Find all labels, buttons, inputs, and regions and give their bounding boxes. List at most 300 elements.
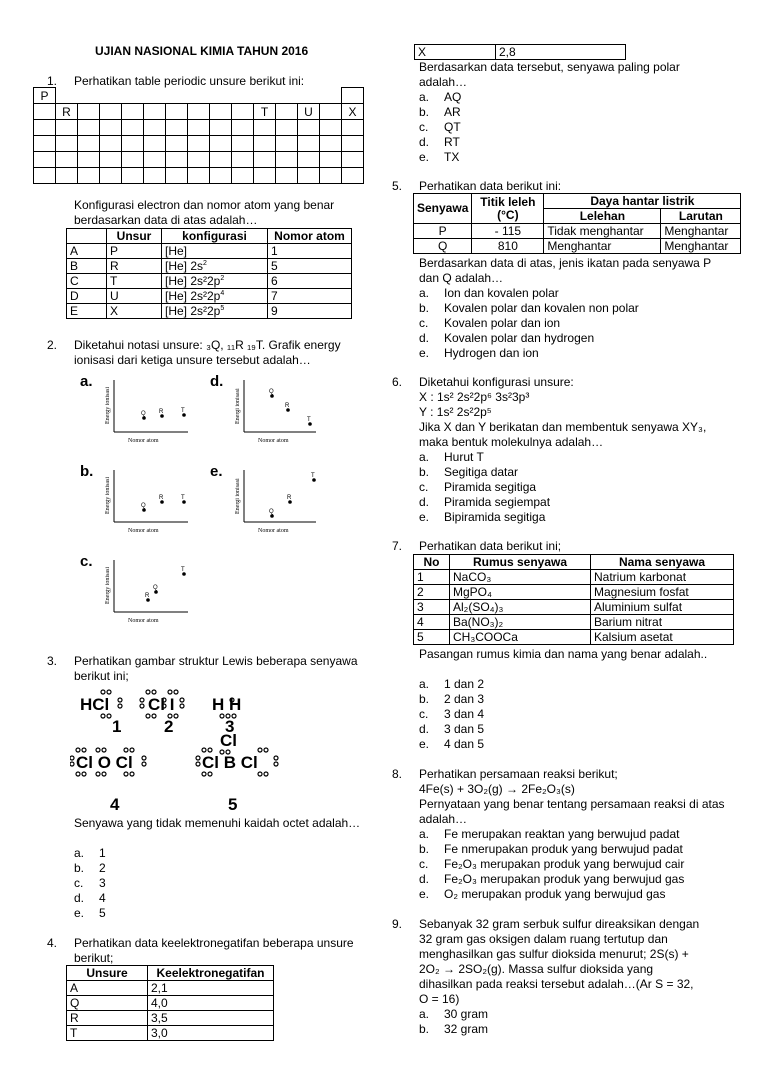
periodic-row xyxy=(34,168,364,184)
option-letter: e. xyxy=(419,510,430,524)
option-text: 5 xyxy=(99,906,106,920)
periodic-cell-p: P xyxy=(34,88,56,104)
electron-dot xyxy=(174,690,178,694)
superscript: 2 xyxy=(203,260,207,267)
periodic-cell xyxy=(122,88,144,104)
lewis-4: Cl O Cl xyxy=(76,753,133,772)
option[interactable] xyxy=(419,286,639,301)
periodic-cell xyxy=(320,104,342,120)
option[interactable] xyxy=(419,1007,488,1022)
question-text: Pasangan rumus kimia dan nama yang benar adalah.. xyxy=(419,647,708,661)
table-cell: Menghantar xyxy=(544,239,661,254)
y-axis-label: Energy ionisasi xyxy=(105,386,111,424)
table-cell xyxy=(162,304,268,319)
table-cell: Q xyxy=(67,996,148,1011)
table-cell: R xyxy=(67,1011,148,1026)
question-text: Senyawa yang tidak memenuhi kaidah octet adalah… xyxy=(74,816,361,830)
periodic-cell xyxy=(210,88,232,104)
option-letter: d. xyxy=(419,331,430,345)
point-label-r: R xyxy=(285,403,290,409)
table-cell: U xyxy=(107,289,162,304)
periodic-cell xyxy=(144,152,166,168)
question-text: Berdasarkan data tersebut, senyawa paling polar adalah… xyxy=(419,60,680,89)
periodic-cell xyxy=(34,104,56,120)
periodic-cell xyxy=(144,168,166,184)
periodic-cell xyxy=(188,120,210,136)
option[interactable] xyxy=(74,891,106,906)
electron-dot xyxy=(180,698,184,702)
option-letter: b. xyxy=(419,465,430,479)
table-cell: 7 xyxy=(268,289,352,304)
periodic-cell xyxy=(320,168,342,184)
option-text: 3 dan 5 xyxy=(444,722,485,736)
table-row xyxy=(67,996,274,1011)
periodic-cell xyxy=(276,88,298,104)
question-text: Berdasarkan data di atas, jenis ikatan pada senyawa P dan Q adalah… xyxy=(419,256,711,285)
periodic-cell xyxy=(298,136,320,152)
periodic-cell xyxy=(78,88,100,104)
electron-dot xyxy=(220,714,224,718)
electron-dot xyxy=(232,714,236,718)
periodic-row xyxy=(34,120,364,136)
periodic-cell xyxy=(100,152,122,168)
table-header: Rumus senyawa xyxy=(450,555,591,570)
question-text: Jika X dan Y berikatan dan membentuk senyawa XY₃, maka bentuk molekulnya adalah… xyxy=(419,420,707,449)
option-letter: c. xyxy=(74,876,84,890)
option-letter: b. xyxy=(74,861,85,875)
electron-dot xyxy=(226,750,230,754)
table-cell: T xyxy=(107,274,162,289)
table-cell: Tidak menghantar xyxy=(544,224,661,239)
table-header: konfigurasi xyxy=(162,229,268,244)
periodic-cell xyxy=(166,88,188,104)
config-text: [He] 2s²2p xyxy=(165,304,221,318)
periodic-cell xyxy=(298,168,320,184)
option[interactable] xyxy=(419,301,639,316)
periodic-cell xyxy=(188,136,210,152)
lewis-number: 5 xyxy=(228,795,238,814)
question-text: Pernyataan yang benar tentang persamaan reaksi di atas adalah… xyxy=(419,797,725,826)
electron-dot xyxy=(180,704,184,708)
table-cell: Natrium karbonat xyxy=(591,570,734,585)
option[interactable] xyxy=(419,707,484,722)
option-letter: b. xyxy=(419,301,430,315)
option-letter: b. xyxy=(419,842,430,856)
graphs-area xyxy=(76,372,316,642)
electron-dot xyxy=(96,748,100,752)
periodic-cell xyxy=(166,168,188,184)
periodic-cell xyxy=(78,168,100,184)
table-row xyxy=(414,570,734,585)
option-text: AQ xyxy=(444,90,462,104)
config-text: [He] xyxy=(165,244,188,258)
electron-dot xyxy=(274,756,278,760)
electron-dot xyxy=(274,762,278,766)
option-letter: d. xyxy=(74,891,85,905)
option-text: 1 dan 2 xyxy=(444,677,485,691)
periodic-cell xyxy=(34,152,56,168)
periodic-cell xyxy=(78,120,100,136)
option-letter: e. xyxy=(419,150,430,164)
question-number: 8. xyxy=(392,767,403,781)
lewis-number: 3 xyxy=(225,717,235,736)
electron-dot xyxy=(152,714,156,718)
y-axis-label: Energi ionisasi xyxy=(235,478,241,514)
lewis-diagram xyxy=(70,686,290,816)
point-label-t: T xyxy=(181,567,185,573)
periodic-cell xyxy=(56,136,78,152)
conductivity-table xyxy=(413,193,741,254)
table-cell: Ba(NO₃)₂ xyxy=(450,615,591,630)
table-cell: A xyxy=(67,981,148,996)
option-text: 2 dan 3 xyxy=(444,692,485,706)
table-header: Nama senyawa xyxy=(591,555,734,570)
option[interactable] xyxy=(419,135,461,150)
option[interactable] xyxy=(419,105,461,120)
table-row xyxy=(67,244,352,259)
table-cell: 5 xyxy=(268,259,352,274)
electron-dot xyxy=(168,714,172,718)
periodic-cell xyxy=(254,120,276,136)
periodic-cell xyxy=(122,136,144,152)
periodic-cell xyxy=(188,168,210,184)
table-cell: 9 xyxy=(268,304,352,319)
option-text: Segitiga datar xyxy=(444,465,519,479)
table-cell: Menghantar xyxy=(661,239,741,254)
point-label-t: T xyxy=(181,408,185,414)
table-header xyxy=(67,229,107,244)
periodic-table xyxy=(33,87,364,184)
electron-dot xyxy=(76,748,80,752)
option-text: Kovalen polar dan ion xyxy=(444,316,561,330)
table-cell: B xyxy=(67,259,107,274)
point-label-t: T xyxy=(181,495,185,501)
periodic-cell xyxy=(276,168,298,184)
option[interactable] xyxy=(419,857,684,872)
electron-dot xyxy=(107,714,111,718)
option-letter: b. xyxy=(419,105,430,119)
option-letter: d. xyxy=(419,872,430,886)
periodic-cell xyxy=(232,168,254,184)
electronegativity-table-cont xyxy=(414,44,626,60)
option[interactable] xyxy=(419,872,684,887)
option-text: Fe nmerupakan produk yang berwujud padat xyxy=(444,842,683,856)
graph-label: a. xyxy=(80,373,93,390)
option[interactable] xyxy=(419,887,684,902)
lewis-5: Cl B Cl xyxy=(202,753,258,772)
option-letter: a. xyxy=(419,286,430,300)
periodic-cell xyxy=(78,136,100,152)
compound-table xyxy=(413,554,734,645)
option-text: 30 gram xyxy=(444,1007,489,1021)
electron-dot xyxy=(264,748,268,752)
electron-dot xyxy=(196,756,200,760)
periodic-cell xyxy=(144,120,166,136)
table-cell: Barium nitrat xyxy=(591,615,734,630)
periodic-cell xyxy=(298,88,320,104)
graph-label: d. xyxy=(210,373,224,390)
table-header: Titik leleh (°C) xyxy=(472,194,544,224)
electron-dot xyxy=(130,748,134,752)
question-number: 9. xyxy=(392,917,403,931)
option-text: RT xyxy=(444,135,460,149)
graph-label: e. xyxy=(210,463,223,480)
x-axis-label: Nomor atom xyxy=(258,528,289,534)
table-header: Senyawa xyxy=(414,194,472,224)
periodic-cell xyxy=(298,152,320,168)
table-cell: MgPO₄ xyxy=(450,585,591,600)
periodic-cell xyxy=(166,136,188,152)
x-axis-label: Nomor atom xyxy=(128,438,159,444)
table-cell: 3 xyxy=(414,600,450,615)
option-text: Fe₂O₃ merupakan produk yang berwujud cair xyxy=(444,857,685,871)
periodic-cell xyxy=(122,104,144,120)
periodic-cell xyxy=(342,152,364,168)
option-text: TX xyxy=(444,150,460,164)
point-label-r: R xyxy=(145,593,150,599)
table-cell: 6 xyxy=(268,274,352,289)
periodic-cell xyxy=(56,120,78,136)
options-list xyxy=(419,450,550,525)
point-label-r: R xyxy=(159,409,164,415)
question-number: 2. xyxy=(47,338,58,352)
question-number: 4. xyxy=(47,936,58,950)
table-cell: X xyxy=(415,45,496,60)
graph-label: c. xyxy=(80,553,93,570)
text-line: dihasilkan pada reaksi tersebut adalah…(Ar S = 32, xyxy=(419,977,694,991)
electron-dot xyxy=(202,748,206,752)
periodic-cell xyxy=(100,136,122,152)
option[interactable] xyxy=(419,120,461,135)
periodic-cell xyxy=(320,152,342,168)
option[interactable] xyxy=(419,722,484,737)
table-header: Keelektronegatifan xyxy=(148,966,274,981)
option[interactable] xyxy=(419,1022,488,1037)
table-cell: 3,5 xyxy=(148,1011,274,1026)
electron-dot xyxy=(146,690,150,694)
question-text: Diketahui notasi unsure: ₃Q, ₁₁R ₁₉T. Grafik energy ionisasi dari ketiga unsure tersebut adalah… xyxy=(74,338,341,367)
periodic-cell xyxy=(166,104,188,120)
point-label-q: Q xyxy=(153,585,158,591)
periodic-cell-t: T xyxy=(254,104,276,120)
periodic-cell xyxy=(254,152,276,168)
electron-dot xyxy=(118,698,122,702)
table-cell: 1 xyxy=(268,244,352,259)
table-cell: CH₃COOCa xyxy=(450,630,591,645)
periodic-cell xyxy=(276,120,298,136)
table-cell: E xyxy=(67,304,107,319)
config-y: Y : 1s² 2s²2p⁵ xyxy=(419,405,492,419)
periodic-cell-x: X xyxy=(342,104,364,120)
table-header: Lelehan xyxy=(544,209,661,224)
superscript: 5 xyxy=(220,305,225,312)
electron-dot xyxy=(264,772,268,776)
option-letter: c. xyxy=(419,707,429,721)
periodic-cell xyxy=(232,136,254,152)
option-letter: a. xyxy=(74,846,85,860)
table-row xyxy=(414,630,734,645)
options-list xyxy=(419,90,461,165)
option[interactable] xyxy=(419,465,550,480)
option-text: 4 xyxy=(99,891,106,905)
option-letter: b. xyxy=(419,692,430,706)
options-list xyxy=(419,827,684,902)
point-label-t: T xyxy=(311,473,315,479)
table-cell: T xyxy=(67,1026,148,1041)
option-text: Hydrogen dan ion xyxy=(444,346,539,360)
periodic-cell xyxy=(100,88,122,104)
option[interactable] xyxy=(419,510,550,525)
config-text: [He] 2s²2p xyxy=(165,289,221,303)
electron-dot xyxy=(107,690,111,694)
table-cell: 2 xyxy=(414,585,450,600)
table-cell: Kalsium asetat xyxy=(591,630,734,645)
option[interactable] xyxy=(419,316,639,331)
table-cell xyxy=(162,274,268,289)
option[interactable] xyxy=(74,846,106,861)
table-header: Nomor atom xyxy=(268,229,352,244)
table-cell xyxy=(162,259,268,274)
periodic-cell xyxy=(122,152,144,168)
periodic-cell xyxy=(276,136,298,152)
option-text: AR xyxy=(444,105,461,119)
question-text: Konfigurasi electron dan nomor atom yang benar berdasarkan data di atas adalah… xyxy=(74,198,335,227)
lewis-1: HCl xyxy=(80,695,110,714)
option[interactable] xyxy=(419,450,550,465)
option[interactable] xyxy=(419,737,484,752)
config-table xyxy=(66,228,352,319)
periodic-cell xyxy=(342,136,364,152)
table-cell: Magnesium fosfat xyxy=(591,585,734,600)
periodic-cell xyxy=(210,168,232,184)
periodic-cell xyxy=(122,168,144,184)
option[interactable] xyxy=(419,480,550,495)
question-number: 6. xyxy=(392,375,403,389)
option[interactable] xyxy=(419,346,639,361)
electronegativity-table xyxy=(66,965,274,1041)
point-label-r: R xyxy=(159,495,164,501)
periodic-row xyxy=(34,136,364,152)
electron-dot xyxy=(82,772,86,776)
option[interactable] xyxy=(419,827,684,842)
periodic-cell xyxy=(320,120,342,136)
table-cell: 4,0 xyxy=(148,996,274,1011)
table-cell xyxy=(162,289,268,304)
superscript: 4 xyxy=(220,290,225,297)
periodic-row xyxy=(34,152,364,168)
option-text: 3 xyxy=(99,876,106,890)
option[interactable] xyxy=(419,677,484,692)
options-list xyxy=(419,1007,488,1037)
option-text: 1 xyxy=(99,846,106,860)
periodic-cell xyxy=(34,168,56,184)
table-row xyxy=(415,45,626,60)
option-letter: c. xyxy=(419,857,429,871)
question-text: Perhatikan gambar struktur Lewis beberapa senyawa berikut ini; xyxy=(74,654,358,683)
periodic-cell-r: R xyxy=(56,104,78,120)
table-row xyxy=(67,289,352,304)
lewis-5-top: Cl xyxy=(220,731,237,750)
option-text: O₂ merupakan produk yang berwujud gas xyxy=(444,887,666,901)
text-line: Sebanyak 32 gram serbuk sulfur direaksikan dengan xyxy=(419,917,700,931)
periodic-cell xyxy=(188,152,210,168)
option-text: 32 gram xyxy=(444,1022,489,1036)
question-text: Perhatikan data keelektronegatifan beberapa unsure berikut; xyxy=(74,936,354,965)
table-cell: 5 xyxy=(414,630,450,645)
option-text: Piramida segitiga xyxy=(444,480,537,494)
option-letter: a. xyxy=(419,677,430,691)
option[interactable] xyxy=(419,90,461,105)
option-letter: e. xyxy=(419,346,430,360)
question-text: Perhatikan table periodic unsure berikut ini: xyxy=(74,74,305,88)
option[interactable] xyxy=(419,692,484,707)
periodic-cell xyxy=(78,104,100,120)
table-row xyxy=(67,259,352,274)
periodic-cell xyxy=(276,104,298,120)
periodic-cell xyxy=(56,152,78,168)
table-cell: X xyxy=(107,304,162,319)
option-letter: a. xyxy=(419,90,430,104)
option[interactable] xyxy=(419,842,684,857)
periodic-cell xyxy=(254,88,276,104)
option[interactable] xyxy=(419,495,550,510)
option-text: Fe merupakan reaktan yang berwujud padat xyxy=(444,827,680,841)
periodic-cell xyxy=(276,152,298,168)
periodic-cell xyxy=(342,168,364,184)
table-cell: Q xyxy=(414,239,472,254)
options-list xyxy=(419,286,639,361)
option-text: Ion dan kovalen polar xyxy=(444,286,559,300)
periodic-cell xyxy=(34,120,56,136)
lewis-number: 1 xyxy=(112,717,122,736)
question-text: Diketahui konfigurasi unsure: xyxy=(419,375,574,389)
electron-dot xyxy=(118,704,122,708)
electron-dot xyxy=(76,772,80,776)
periodic-cell xyxy=(342,120,364,136)
text-line: menghasilkan gas sulfur dioksida menurut; 2S(s) + xyxy=(419,947,689,961)
lewis-3: H H xyxy=(212,695,242,714)
option-text: 3 dan 4 xyxy=(444,707,485,721)
periodic-cell xyxy=(78,152,100,168)
question-number: 7. xyxy=(392,539,403,553)
table-cell: Menghantar xyxy=(661,224,741,239)
lewis-2: Cl I xyxy=(148,695,175,714)
table-cell: 3,0 xyxy=(148,1026,274,1041)
table-header: Daya hantar listrik xyxy=(544,194,741,209)
option[interactable] xyxy=(419,331,639,346)
table-row xyxy=(414,239,741,254)
periodic-cell xyxy=(254,136,276,152)
option[interactable] xyxy=(74,861,106,876)
periodic-cell xyxy=(342,88,364,104)
option[interactable] xyxy=(74,906,106,921)
electron-dot xyxy=(202,772,206,776)
table-row xyxy=(67,1026,274,1041)
table-cell: Aluminium sulfat xyxy=(591,600,734,615)
option-letter: a. xyxy=(419,1007,430,1021)
electron-dot xyxy=(208,772,212,776)
option-text: Piramida segiempat xyxy=(444,495,551,509)
y-axis-label: Energi ionisasi xyxy=(235,388,241,424)
option[interactable] xyxy=(419,150,461,165)
electron-dot xyxy=(168,690,172,694)
question-text: Perhatikan data berikut ini: xyxy=(419,179,562,193)
option-letter: c. xyxy=(419,316,429,330)
y-axis-label: Energy ionisasi xyxy=(105,566,111,604)
electron-dot xyxy=(140,698,144,702)
option[interactable] xyxy=(74,876,106,891)
table-row xyxy=(67,274,352,289)
